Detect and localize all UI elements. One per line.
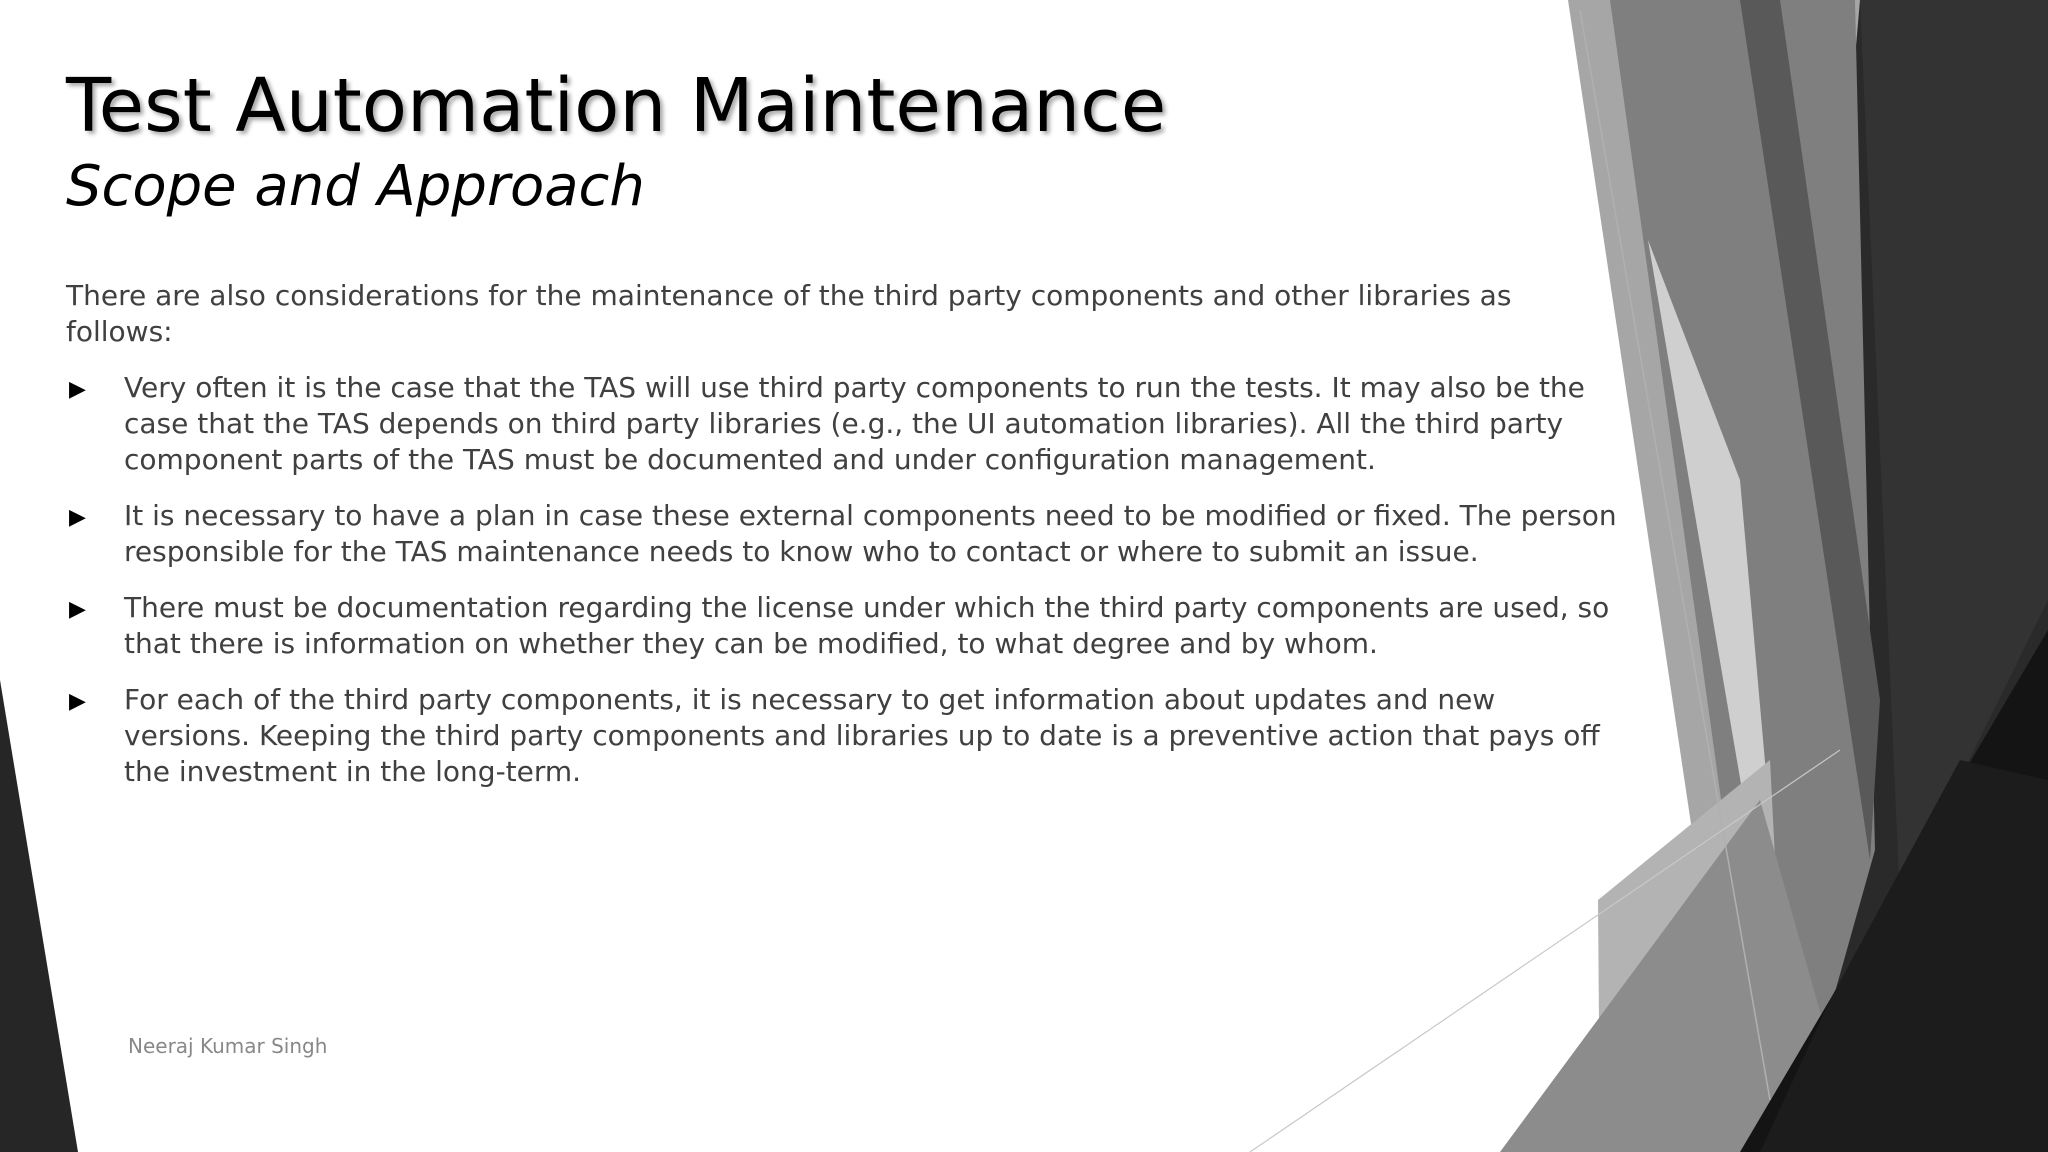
bullet-item (66, 370, 1626, 478)
footer-author: Neeraj Kumar Singh (128, 1034, 328, 1058)
triangle-right-icon: ▶ (69, 505, 86, 530)
triangle-right-icon: ▶ (69, 377, 86, 402)
triangle-right-icon: ▶ (69, 689, 86, 714)
bullet-item (66, 498, 1626, 570)
intro-paragraph: There are also considerations for the maintenance of the third party components and other libraries as follows: (66, 279, 1512, 348)
triangle-right-icon: ▶ (69, 597, 86, 622)
bullet-list (66, 370, 1626, 790)
slide-title: Test Automation Maintenance (66, 63, 1167, 149)
bullet-text: Very often it is the case that the TAS will use third party components to run the tests. It may also be the case that the TAS depends on third party libraries (e.g., the UI automation libraries). All the third party component parts of the TAS must be documented and under configuration management. (124, 371, 1585, 476)
bullet-item (66, 590, 1626, 662)
slide-subtitle: Scope and Approach (66, 154, 645, 219)
bullet-text: For each of the third party components, it is necessary to get information about updates and new versions. Keeping the third party components and libraries up to date is a preventive action that pays off the investment in the long-term. (124, 683, 1600, 788)
bullet-text: It is necessary to have a plan in case these external components need to be modified or fixed. The person responsible for the TAS maintenance needs to know who to contact or where to submit an issue. (124, 499, 1617, 568)
bullet-text: There must be documentation regarding the license under which the third party components are used, so that there is information on whether they can be modified, to what degree and by whom. (124, 591, 1610, 660)
bullet-item (66, 682, 1626, 790)
slide-content (66, 278, 1626, 810)
